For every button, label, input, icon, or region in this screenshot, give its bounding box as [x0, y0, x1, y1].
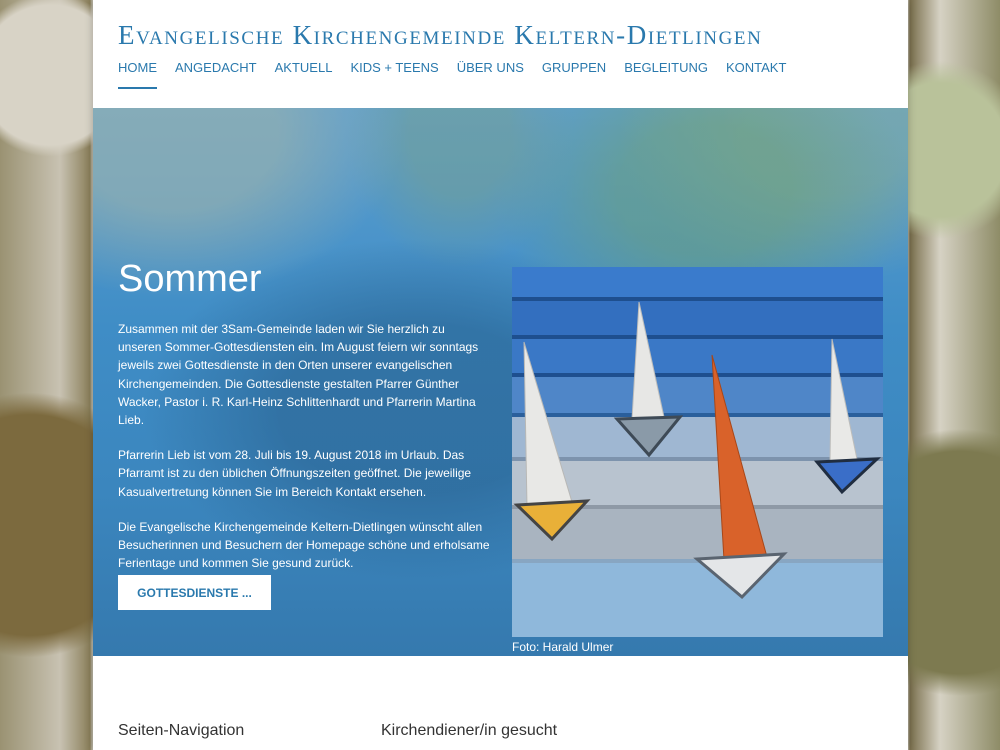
footer-heading-seiten-navigation: Seiten-Navigation	[118, 722, 245, 739]
site-title[interactable]: Evangelische Kirchengemeinde Keltern-Dietlingen	[118, 20, 763, 50]
hero-text	[118, 320, 490, 589]
footer-heading-kirchendiener: Kirchendiener/in gesucht	[381, 722, 558, 739]
hero-paragraph: Zusammen mit der 3Sam-Gemeinde laden wir Sie herzlich zu unseren Sommer-Gottesdiensten ein. Im August feiern wir sonntags jeweils zwei Gottesdienste in den Orten unserer evangelischen Kirchengemeinden. Die Gottesdienste gestalten Pfarrer Günther Wacker, Pastor i. R. Karl-Heinz Schlittenhardt und Pfarrerin Martina Lieb.	[118, 322, 479, 428]
main-nav	[118, 60, 804, 89]
nav-item-kontakt[interactable]: KONTAKT	[725, 60, 787, 75]
nav-item-kids-teens[interactable]: KIDS + TEENS	[350, 60, 439, 75]
hero-section	[93, 108, 908, 656]
hero-photo	[512, 267, 883, 637]
page-container	[93, 0, 908, 750]
hero-title: Sommer	[118, 258, 262, 300]
photo-caption: Foto: Harald Ulmer	[512, 640, 614, 654]
hero-paragraph: Pfarrerin Lieb ist vom 28. Juli bis 19. August 2018 im Urlaub. Das Pfarramt ist zu den üblichen Öffnungszeiten geöffnet. Die jeweilige Kasualvertretung können Sie im Bereich Kontakt ersehen.	[118, 448, 472, 499]
sailboats-image	[512, 267, 883, 637]
hero-paragraph: Die Evangelische Kirchengemeinde Keltern-Dietlingen wünscht allen Besucherinnen und Besuchern der Homepage schöne und erholsame Ferientage und kommen Sie gesund zurück.	[118, 519, 490, 571]
nav-item-home[interactable]: HOME	[118, 60, 157, 89]
nav-item-gruppen[interactable]: GRUPPEN	[541, 60, 607, 75]
gottesdienste-button[interactable]: GOTTESDIENSTE ...	[118, 575, 271, 610]
nav-item-ueber-uns[interactable]: ÜBER UNS	[456, 60, 524, 75]
nav-item-angedacht[interactable]: ANGEDACHT	[175, 60, 257, 75]
nav-item-aktuell[interactable]: AKTUELL	[274, 60, 333, 75]
nav-item-begleitung[interactable]: BEGLEITUNG	[624, 60, 708, 75]
